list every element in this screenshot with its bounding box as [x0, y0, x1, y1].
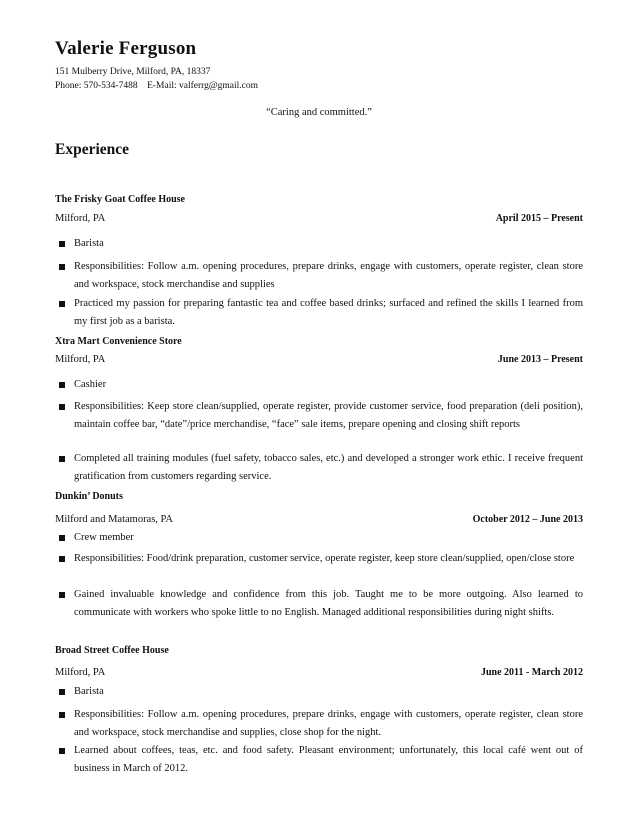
- job-location: Milford, PA: [55, 354, 106, 365]
- job-dates: April 2015 – Present: [495, 213, 583, 224]
- square-bullet-icon: [59, 535, 65, 541]
- job-location-row: [55, 667, 583, 681]
- square-bullet-icon: [59, 404, 65, 410]
- bullet-text: Responsibilities: Follow a.m. opening procedures, prepare drinks, engage with customers, operate register, clean store and workspace, stock merchandise and supplies: [74, 261, 583, 290]
- company-name: Xtra Mart Convenience Store: [55, 336, 182, 347]
- job-location: Milford, PA: [55, 213, 106, 224]
- job-location: Milford and Matamoras, PA: [55, 514, 174, 525]
- bullet-text: Crew member: [74, 532, 134, 543]
- bullet-text: Barista: [74, 686, 104, 697]
- section-title-experience: Experience: [55, 141, 130, 158]
- bullet-text: Completed all training modules (fuel safety, tobacco sales, etc.) and developed a stronger work ethic. I receive frequent gratification from customers regarding service.: [74, 453, 583, 482]
- square-bullet-icon: [59, 264, 65, 270]
- job-dates: June 2011 - March 2012: [480, 667, 583, 678]
- applicant-name: Valerie Ferguson: [55, 38, 197, 59]
- contact-line: Phone: 570-534-7488 E-Mail: valferrg@gmail.com: [55, 81, 259, 91]
- square-bullet-icon: [59, 712, 65, 718]
- bullet-text: Gained invaluable knowledge and confidence from this job. Taught me to be more outgoing. Also learned to communicate with workers who spoke little to no English. Managed additional responsibilities during night shifts.: [74, 589, 583, 618]
- square-bullet-icon: [59, 456, 65, 462]
- bullet-text: Responsibilities: Food/drink preparation, customer service, operate register, keep store clean/supplied, open/close store: [74, 553, 575, 564]
- bullet-text: Responsibilities: Follow a.m. opening procedures, prepare drinks, engage with customers, operate register, clean store and workspace, stock merchandise and supplies, close shop for the night.: [74, 709, 583, 738]
- job-location: Milford, PA: [55, 667, 106, 678]
- square-bullet-icon: [59, 241, 65, 247]
- square-bullet-icon: [59, 382, 65, 388]
- company-name: The Frisky Goat Coffee House: [55, 194, 185, 205]
- square-bullet-icon: [59, 748, 65, 754]
- bullet-text: Cashier: [74, 379, 107, 390]
- job-dates: June 2013 – Present: [497, 354, 583, 365]
- square-bullet-icon: [59, 689, 65, 695]
- square-bullet-icon: [59, 592, 65, 598]
- job-location-row: [55, 514, 583, 528]
- square-bullet-icon: [59, 301, 65, 307]
- bullet-text: Barista: [74, 238, 104, 249]
- address-line: 151 Mulberry Drive, Milford, PA, 18337: [55, 67, 211, 77]
- square-bullet-icon: [59, 556, 65, 562]
- bullet-text: Learned about coffees, teas, etc. and food safety. Pleasant environment; unfortunately, this local café went out of business in March of 2012.: [74, 745, 583, 774]
- job-location-row: [55, 354, 583, 368]
- job-location-row: [55, 213, 583, 227]
- bullet-text: Practiced my passion for preparing fantastic tea and coffee based drinks; surfaced and refined the skills I learned from my first job as a barista.: [74, 298, 583, 327]
- bullet-text: Responsibilities: Keep store clean/supplied, operate register, provide customer service, food preparation (deli position), maintain coffee bar, “date”/price merchandise, “face” sale items, prepare opening and closing shift reports: [74, 401, 583, 430]
- job-dates: October 2012 – June 2013: [472, 514, 583, 525]
- company-name: Broad Street Coffee House: [55, 645, 169, 656]
- personal-quote: “Caring and committed.”: [266, 107, 372, 118]
- company-name: Dunkin’ Donuts: [55, 491, 123, 502]
